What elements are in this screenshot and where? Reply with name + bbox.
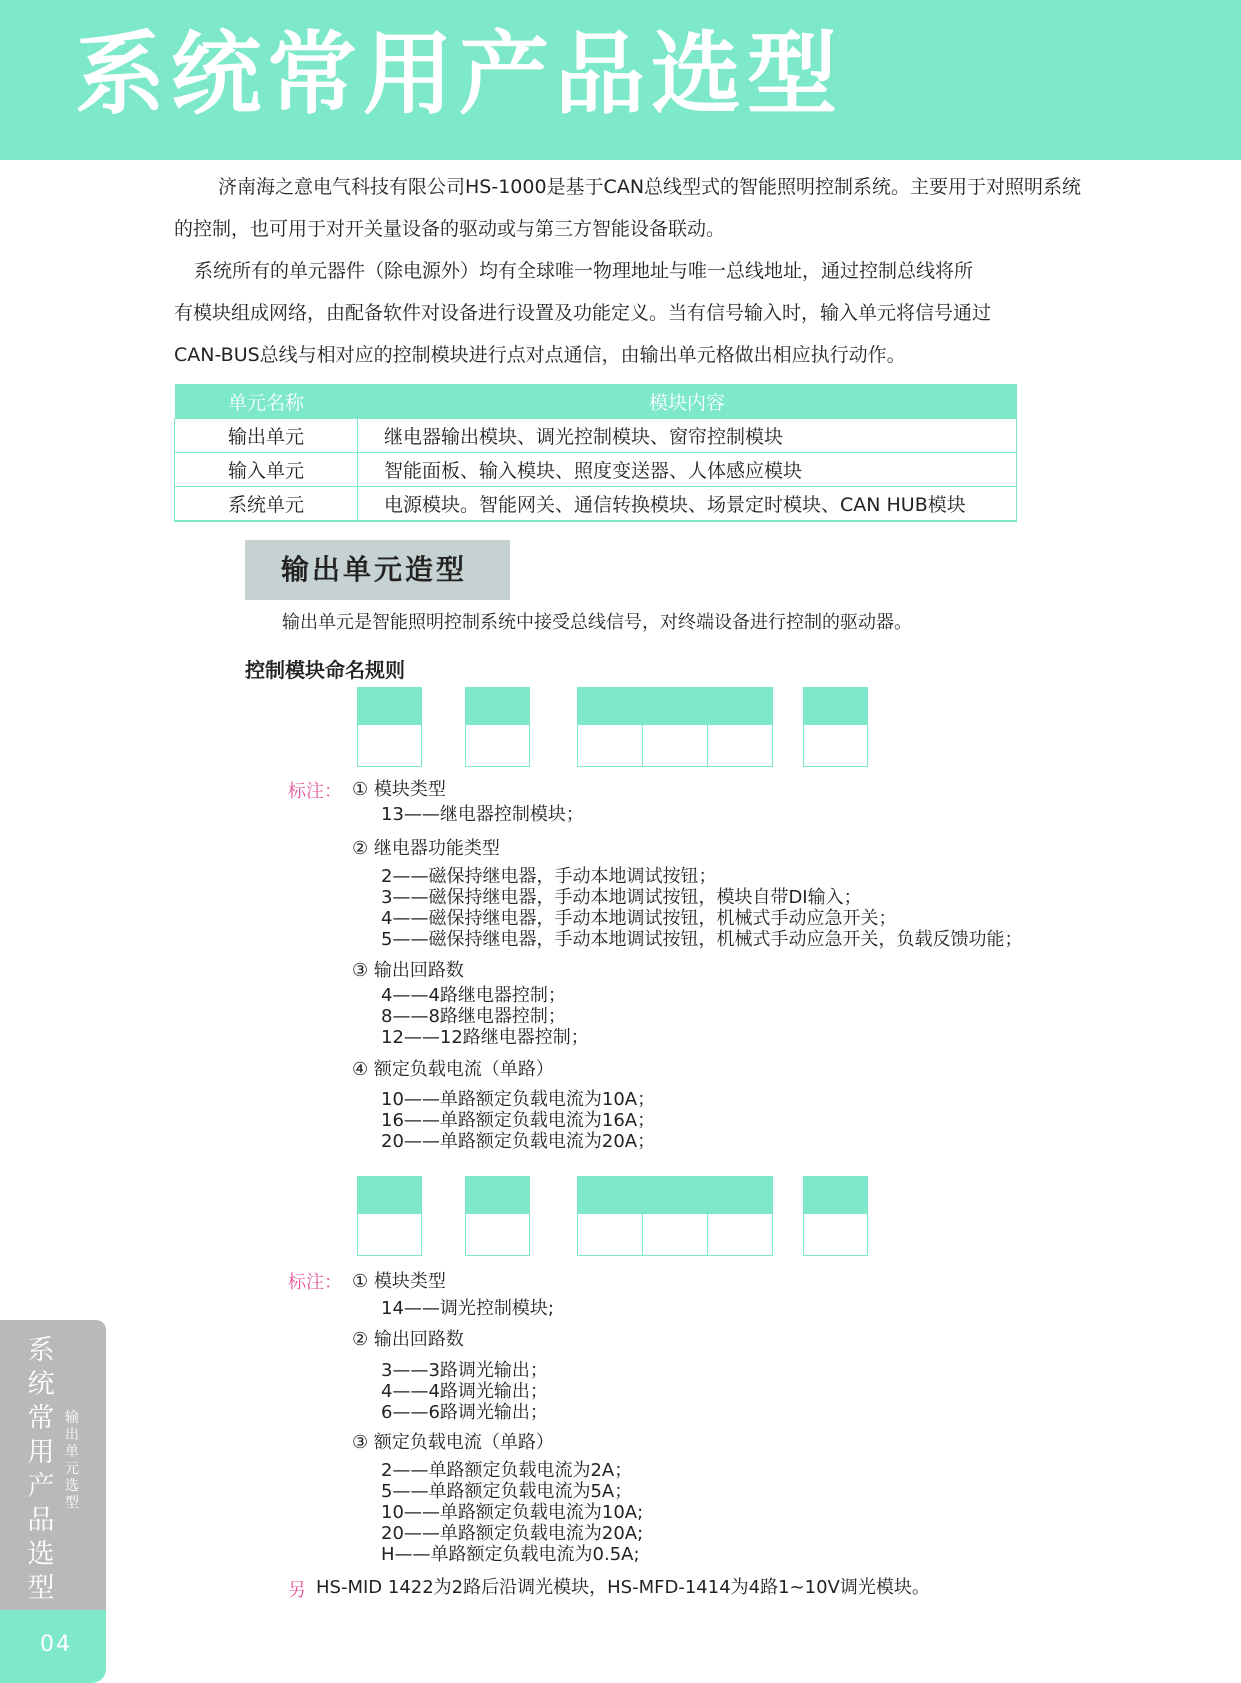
note-heading: ① 模块类型 [352, 779, 446, 800]
intro-line-1: 济南海之意电气科技有限公司HS-1000是基于CAN总线型式的智能照明控制系统。主要用于对照明系统 [218, 176, 1082, 198]
note-item: 4——磁保持继电器，手动本地调试按钮，机械式手动应急开关； [381, 908, 897, 929]
code-cell [707, 687, 773, 767]
section-title: 输出单元造型 [281, 553, 468, 586]
note-heading: ② 输出回路数 [352, 1329, 464, 1350]
side-chapter-tab [0, 1320, 106, 1610]
intro-line-5: CAN-BUS总线与相对应的控制模块进行点对点通信，由输出单元格做出相应执行动作。 [174, 344, 906, 366]
note-item: 5——磁保持继电器，手动本地调试按钮，机械式手动应急开关，负载反馈功能； [381, 929, 1023, 950]
table-row [175, 453, 1017, 487]
code-cell [803, 687, 868, 767]
code-cell [707, 1176, 773, 1256]
units-table-header-row [175, 384, 1017, 419]
side-tab-title: 系统常用产品选型 [27, 1335, 55, 1604]
module-content-cell: 继电器输出模块、调光控制模块、窗帘控制模块 [358, 419, 1017, 453]
note-item: 20——单路额定负载电流为20A; [381, 1523, 644, 1544]
note-item: 3——磁保持继电器，手动本地调试按钮，模块自带DI输入； [381, 887, 862, 908]
page-title: 系统常用产品选型 [75, 22, 843, 127]
code-cell [577, 687, 643, 767]
note-item: 8——8路继电器控制； [381, 1006, 566, 1027]
note-item: 13——继电器控制模块； [381, 804, 584, 825]
note-item: 14——调光控制模块; [381, 1298, 554, 1319]
side-tab-subtitle: 输出单元选型 [65, 1410, 79, 1511]
intro-line-3: 系统所有的单元器件（除电源外）均有全球唯一物理地址与唯一总线地址，通过控制总线将所 [194, 260, 974, 282]
note-item: 16——单路额定负载电流为16A； [381, 1110, 656, 1131]
page-number: 04 [40, 1632, 72, 1657]
note-item: 6——6路调光输出； [381, 1402, 548, 1423]
note-heading: ② 继电器功能类型 [352, 838, 500, 859]
section-heading-box [245, 540, 510, 600]
note-item: 4——4路继电器控制； [381, 985, 566, 1006]
module-content-cell: 电源模块。智能网关、通信转换模块、场景定时模块、CAN HUB模块 [358, 487, 1017, 522]
module-content-cell: 智能面板、输入模块、照度变送器、人体感应模块 [358, 453, 1017, 487]
units-table [174, 384, 1017, 522]
code-cell [357, 687, 422, 767]
table-row [175, 419, 1017, 453]
note-item: 3——3路调光输出； [381, 1360, 548, 1381]
notes-label-2: 标注： [288, 1272, 342, 1293]
note-item: 2——磁保持继电器，手动本地调试按钮； [381, 866, 717, 887]
note-heading: ③ 输出回路数 [352, 960, 464, 981]
naming-rule-subhead: 控制模块命名规则 [245, 658, 405, 682]
intro-line-4: 有模块组成网络，由配备软件对设备进行设置及功能定义。当有信号输入时，输入单元将信号通过 [174, 302, 992, 324]
table-row [175, 487, 1017, 522]
note-heading: ① 模块类型 [352, 1271, 446, 1292]
header-module-content: 模块内容 [358, 384, 1017, 419]
note-item: 10——单路额定负载电流为10A; [381, 1502, 644, 1523]
unit-name-cell: 输入单元 [175, 453, 358, 487]
code-cell [642, 1176, 708, 1256]
notes-label-1: 标注： [288, 781, 342, 802]
page-number-tab [0, 1610, 106, 1683]
note-item: 10——单路额定负载电流为10A； [381, 1089, 656, 1110]
section-description: 输出单元是智能照明控制系统中接受总线信号，对终端设备进行控制的驱动器。 [282, 612, 912, 633]
code-cell [803, 1176, 868, 1256]
note-item: 20——单路额定负载电流为20A； [381, 1131, 656, 1152]
footer-note-prefix: 另 [288, 1580, 306, 1601]
code-cell [465, 1176, 530, 1256]
code-cell [642, 687, 708, 767]
note-item: 2——单路额定负载电流为2A； [381, 1460, 633, 1481]
note-heading: ③ 额定负载电流（单路） [352, 1432, 554, 1453]
code-cell [465, 687, 530, 767]
note-item: 5——单路额定负载电流为5A； [381, 1481, 633, 1502]
code-cell [577, 1176, 643, 1256]
code-cell [357, 1176, 422, 1256]
note-item: 12——12路继电器控制； [381, 1027, 589, 1048]
header-unit-name: 单元名称 [175, 384, 358, 419]
unit-name-cell: 系统单元 [175, 487, 358, 522]
note-heading: ④ 额定负载电流（单路） [352, 1059, 554, 1080]
intro-line-2: 的控制，也可用于对开关量设备的驱动或与第三方智能设备联动。 [174, 218, 726, 240]
footer-note: HS-MID 1422为2路后沿调光模块，HS-MFD-1414为4路1~10V调光模块。 [316, 1577, 930, 1598]
unit-name-cell: 输出单元 [175, 419, 358, 453]
note-item: 4——4路调光输出； [381, 1381, 548, 1402]
note-item: H——单路额定负载电流为0.5A; [381, 1544, 640, 1565]
page-header [0, 0, 1241, 160]
